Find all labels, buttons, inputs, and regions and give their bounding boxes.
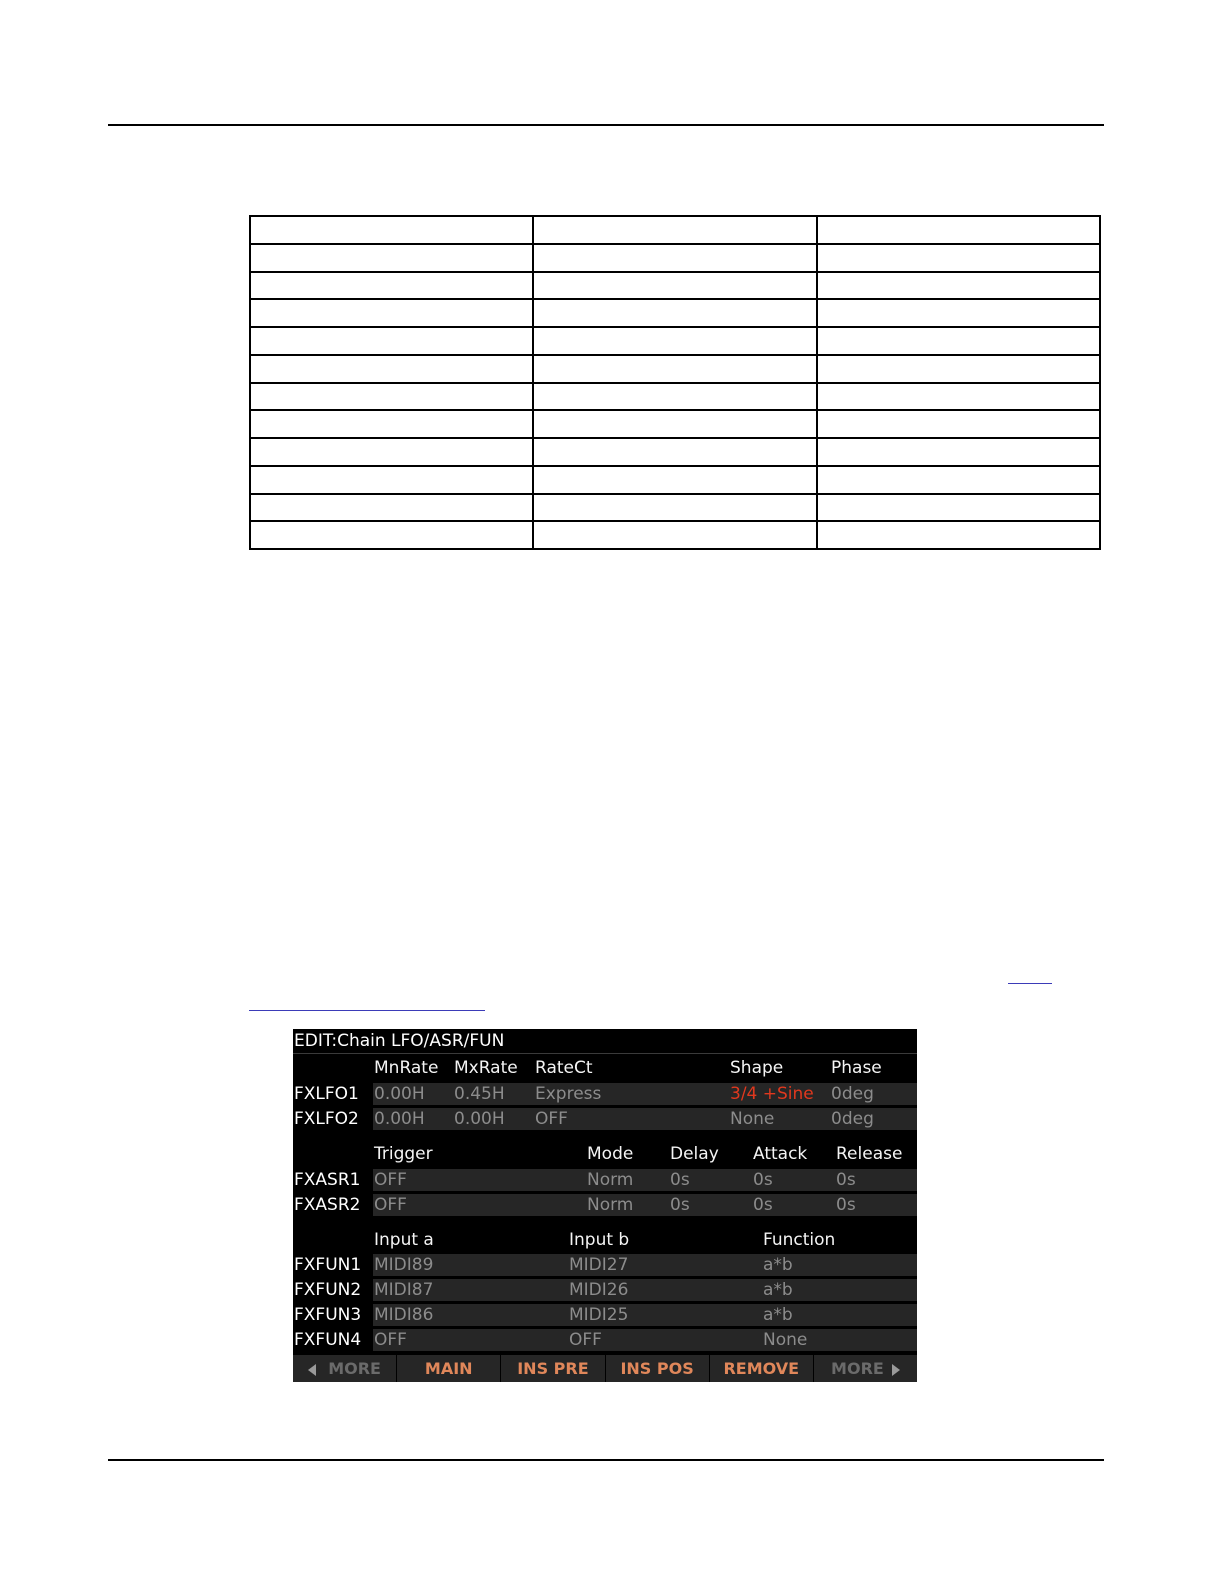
- arrow-right-icon: [892, 1364, 900, 1376]
- value-field-background: [373, 1254, 917, 1276]
- softkey-label: REMOVE: [723, 1359, 800, 1378]
- mode-value[interactable]: Norm: [587, 1170, 634, 1190]
- input-b-value[interactable]: MIDI27: [569, 1255, 629, 1275]
- ratect-value[interactable]: Express: [535, 1084, 602, 1104]
- softkey-more-right[interactable]: [814, 1355, 917, 1382]
- softkey-ins-pos[interactable]: [606, 1355, 710, 1382]
- softkey-label: INS PRE: [517, 1359, 589, 1378]
- screen-title: EDIT:Chain LFO/ASR/FUN: [293, 1029, 917, 1054]
- release-value[interactable]: 0s: [836, 1195, 856, 1215]
- hyperlink-underline[interactable]: [249, 1010, 485, 1011]
- delay-value[interactable]: 0s: [670, 1170, 690, 1190]
- row-label: FXFUN2: [294, 1280, 362, 1300]
- function-value[interactable]: a*b: [763, 1280, 793, 1300]
- column-header: Input b: [569, 1230, 630, 1250]
- row-label: FXLFO2: [294, 1109, 359, 1129]
- input-a-value[interactable]: OFF: [374, 1330, 407, 1350]
- row-label: FXASR1: [294, 1170, 361, 1190]
- column-header: Shape: [730, 1058, 784, 1078]
- input-a-value[interactable]: MIDI86: [374, 1305, 434, 1325]
- shape-value-selected[interactable]: 3/4 +Sine: [730, 1084, 814, 1104]
- column-header: Release: [836, 1144, 903, 1164]
- mxrate-value[interactable]: 0.00H: [454, 1109, 505, 1129]
- input-a-value[interactable]: MIDI87: [374, 1280, 434, 1300]
- mnrate-value[interactable]: 0.00H: [374, 1084, 425, 1104]
- table-row: [250, 299, 1100, 327]
- softkey-label: MAIN: [424, 1359, 473, 1378]
- asr-row: [293, 1168, 917, 1192]
- softkey-more-left[interactable]: [293, 1355, 397, 1382]
- table-row: [250, 272, 1100, 300]
- row-label: FXASR2: [294, 1195, 361, 1215]
- table-row: [250, 494, 1100, 522]
- fun-row: [293, 1328, 917, 1352]
- asr-header-row: [293, 1142, 917, 1166]
- softkey-label: MORE: [831, 1359, 884, 1378]
- mode-value[interactable]: Norm: [587, 1195, 634, 1215]
- arrow-left-icon: [308, 1364, 316, 1376]
- column-header: Delay: [670, 1144, 719, 1164]
- phase-value[interactable]: 0deg: [831, 1109, 874, 1129]
- input-b-value[interactable]: MIDI25: [569, 1305, 629, 1325]
- empty-table: [249, 215, 1101, 550]
- column-header: RateCt: [535, 1058, 593, 1078]
- fun-header-row: [293, 1228, 917, 1252]
- column-header: MxRate: [454, 1058, 518, 1078]
- lfo-header-row: [293, 1056, 917, 1080]
- table-row: [250, 410, 1100, 438]
- input-b-value[interactable]: OFF: [569, 1330, 602, 1350]
- column-header: Input a: [374, 1230, 434, 1250]
- fun-row: [293, 1278, 917, 1302]
- ratect-value[interactable]: OFF: [535, 1109, 568, 1129]
- value-field-background: [373, 1279, 917, 1301]
- column-header: Function: [763, 1230, 836, 1250]
- row-label: FXLFO1: [294, 1084, 359, 1104]
- delay-value[interactable]: 0s: [670, 1195, 690, 1215]
- device-screen: [293, 1029, 917, 1382]
- table-row: [250, 466, 1100, 494]
- softkey-main[interactable]: [397, 1355, 501, 1382]
- shape-value[interactable]: None: [730, 1109, 775, 1129]
- function-value[interactable]: a*b: [763, 1255, 793, 1275]
- lfo-row: [293, 1107, 917, 1131]
- softkey-ins-pre[interactable]: [501, 1355, 605, 1382]
- column-header: Attack: [753, 1144, 808, 1164]
- table-row: [250, 438, 1100, 466]
- value-field-background: [373, 1329, 917, 1351]
- column-header: Phase: [831, 1058, 882, 1078]
- input-a-value[interactable]: MIDI89: [374, 1255, 434, 1275]
- column-header: MnRate: [374, 1058, 439, 1078]
- row-label: FXFUN1: [294, 1255, 362, 1275]
- function-value[interactable]: a*b: [763, 1305, 793, 1325]
- table-row: [250, 355, 1100, 383]
- attack-value[interactable]: 0s: [753, 1195, 773, 1215]
- mxrate-value[interactable]: 0.45H: [454, 1084, 505, 1104]
- row-label: FXFUN3: [294, 1305, 362, 1325]
- header-rule: [108, 124, 1104, 126]
- softkey-label: INS POS: [620, 1359, 694, 1378]
- column-header: Mode: [587, 1144, 634, 1164]
- fun-row: [293, 1253, 917, 1277]
- hyperlink-underline[interactable]: [1008, 983, 1052, 984]
- phase-value[interactable]: 0deg: [831, 1084, 874, 1104]
- table-row: [250, 521, 1100, 549]
- softkey-remove[interactable]: [710, 1355, 814, 1382]
- column-header: Trigger: [374, 1144, 433, 1164]
- row-label: FXFUN4: [294, 1330, 362, 1350]
- attack-value[interactable]: 0s: [753, 1170, 773, 1190]
- table-row: [250, 216, 1100, 244]
- table-row: [250, 327, 1100, 355]
- lfo-row: [293, 1082, 917, 1106]
- mnrate-value[interactable]: 0.00H: [374, 1109, 425, 1129]
- softkey-bar: [293, 1355, 917, 1382]
- function-value[interactable]: None: [763, 1330, 808, 1350]
- input-b-value[interactable]: MIDI26: [569, 1280, 629, 1300]
- value-field-background: [373, 1304, 917, 1326]
- trigger-value[interactable]: OFF: [374, 1195, 407, 1215]
- table-row: [250, 383, 1100, 411]
- release-value[interactable]: 0s: [836, 1170, 856, 1190]
- trigger-value[interactable]: OFF: [374, 1170, 407, 1190]
- footer-rule: [108, 1459, 1104, 1461]
- table-row: [250, 244, 1100, 272]
- fun-row: [293, 1303, 917, 1327]
- asr-row: [293, 1193, 917, 1217]
- softkey-label: MORE: [328, 1359, 381, 1378]
